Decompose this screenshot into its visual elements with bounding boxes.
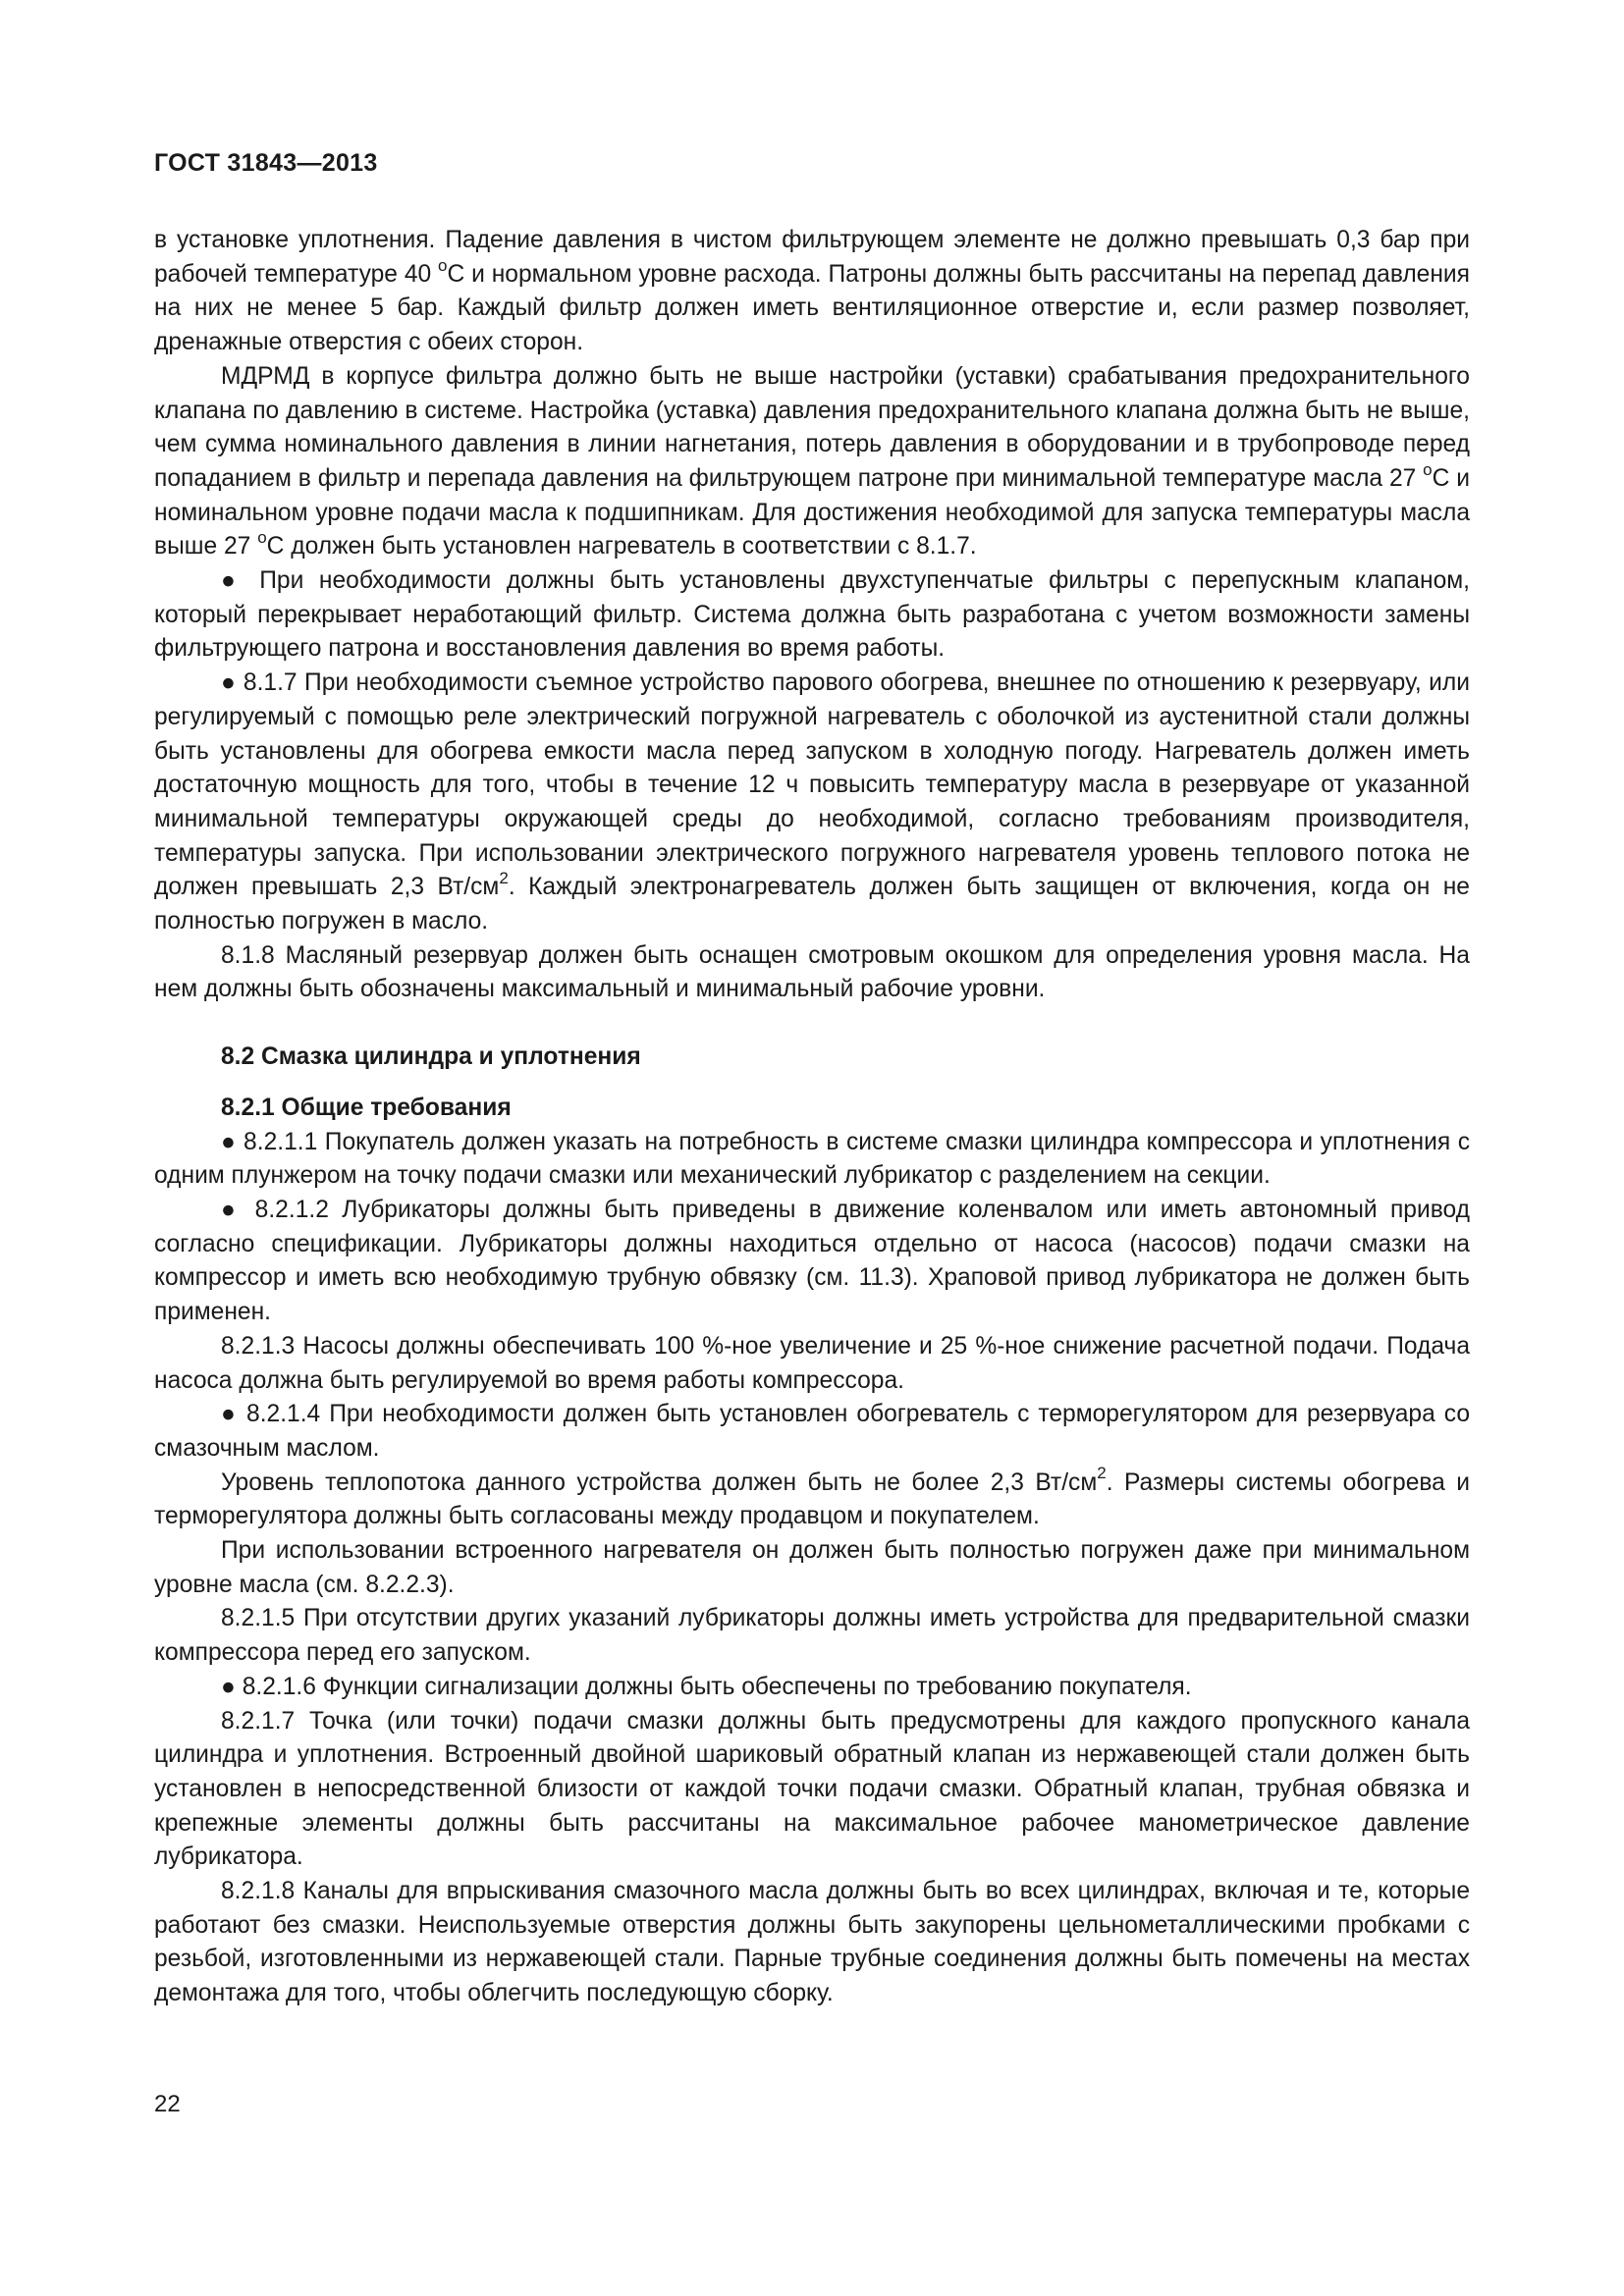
page-body [154,224,1470,2011]
text-run: С и нормальном уровне расхода. Патроны должны быть рассчитаны на перепад давления на них не менее 5 бар. Каждый фильтр должен иметь вентиляционное отверстие и, если размер позволяет, дренажные отверстия с обеих сторон. [154,260,1470,356]
superscript: о [1423,459,1433,479]
text-run: МДРМД в корпусе фильтра должно быть не выше настройки (уставки) срабатывания предохранительного клапана по давлению в системе. Настройка (уставка) давления предохранительного клапана должна быть не выше, чем сумма номинального давления в линии нагнетания, потерь давления в оборудовании и в трубопроводе перед попаданием в фильтр и перепада давления на фильтрующем патроне при минимальной температуре масла 27 [154,362,1470,492]
paragraph [154,360,1470,564]
text-run: С и номинальном уровне подачи масла к подшипникам. Для достижения необходимой для запуска температуры масла выше 27 [154,464,1470,561]
paragraph: 8.2.1.7 Точка (или точки) подачи смазки должны быть предусмотрены для каждого пропускного канала цилиндра и уплотнения. Встроенный двойной шариковый обратный клапан из нержавеющей стали должен быть установлен в непосредственной близости от каждой точки подачи смазки. Обратный клапан, трубная обвязка и крепежные элементы должны быть рассчитаны на максимальное рабочее манометрическое давление лубрикатора. [154,1707,1470,1871]
section-heading: 8.2 Смазка цилиндра и уплотнения [221,1043,641,1071]
paragraph: 8.2.1.8 Каналы для впрыскивания смазочного масла должны быть во всех цилиндрах, включая и те, которые работают без смазки. Неиспользуемые отверстия должны быть закупорены цельнометаллическими пробками с резьбой, изготовленными из нержавеющей стали. Парные трубные соединения должны быть помечены на местах демонтажа для того, чтобы облегчить последующую сборку. [154,1878,1470,2007]
subsection-heading: 8.2.1 Общие требования [221,1094,512,1121]
superscript: 2 [499,869,509,888]
section-gap [154,1007,1470,1041]
paragraph: 8.2.1.3 Насосы должны обеспечивать 100 %-ное увеличение и 25 %-ное снижение расчетной подачи. Подача насоса должна быть регулируемой во время работы компрессора. [154,1332,1470,1394]
section-gap [154,1075,1470,1092]
page-number: 22 [154,2091,181,2117]
paragraph: ● 8.2.1.2 Лубрикаторы должны быть приведены в движение коленвалом или иметь автономный привод согласно спецификации. Лубрикаторы должны находиться отдельно от насоса (насосов) подачи смазки на компрессор и иметь всю необходимую трубную обвязку (см. 11.3). Храповой привод лубрикатора не должен быть применен. [154,1196,1470,1326]
superscript: 2 [1097,1464,1107,1483]
paragraph: 8.2.1.5 При отсутствии других указаний лубрикаторы должны иметь устройства для предварительной смазки компрессора перед его запуском. [154,1605,1470,1667]
superscript: о [257,528,267,548]
paragraph: При использовании встроенного нагревателя он должен быть полностью погружен даже при минимальном уровне масла (см. 8.2.2.3). [154,1537,1470,1598]
paragraph: 8.1.8 Масляный резервуар должен быть оснащен смотровым окошком для определения уровня масла. На нем должны быть обозначены максимальный и минимальный рабочие уровни. [154,941,1470,1003]
text-run: С должен быть установлен нагреватель в соответствии с 8.1.7. [266,533,977,561]
text-run: ● 8.1.7 При необходимости съемное устройство парового обогрева, внешнее по отношению к резервуару, или регулируемый с помощью реле электрический погружной нагреватель с оболочкой из аустенитной стали должны быть установлены для обогрева емкости масла перед запуском в холодную погоду. Нагреватель должен иметь достаточную мощность для того, чтобы в течение 12 ч повысить температуру масла в резервуаре от указанной минимальной температуры окружающей среды до необходимой, согласно требованиям производителя, температуры запуска. При использовании электрического погружного нагревателя уровень теплового потока не должен превышать 2,3 Вт/см [154,669,1470,901]
paragraph: ● 8.2.1.1 Покупатель должен указать на потребность в системе смазки цилиндра компрессора и уплотнения с одним плунжером на точку подачи смазки или механический лубрикатор с разделением на секции. [154,1128,1470,1190]
paragraph: ● 8.2.1.4 При необходимости должен быть установлен обогреватель с терморегулятором для резервуара со смазочным маслом. [154,1401,1470,1462]
text-run: . Размеры системы обогрева и терморегулятора должны быть согласованы между продавцом и покупателем. [154,1468,1470,1530]
paragraph [154,224,1470,360]
paragraph [154,1464,1470,1534]
text-run: в установке уплотнения. Падение давления в чистом фильтрующем элементе не должно превышать 0,3 бар при рабочей температуре 40 [154,227,1470,288]
paragraph: ● При необходимости должны быть установлены двухступенчатые фильтры с перепускным клапаном, который перекрывает неработающий фильтр. Система должна быть разработана с учетом возможности замены фильтрующего патрона и восстановления давления во время работы. [154,567,1470,663]
superscript: о [438,255,448,275]
text-run: Уровень теплопотока данного устройства должен быть не более 2,3 Вт/см [221,1468,1098,1496]
document-header: ГОСТ 31843—2013 [154,149,378,177]
text-run: . Каждый электронагреватель должен быть защищен от включения, когда он не полностью погружен в масло. [154,874,1470,935]
paragraph [154,667,1470,939]
paragraph: ● 8.2.1.6 Функции сигнализации должны быть обеспечены по требованию покупателя. [221,1673,1192,1700]
